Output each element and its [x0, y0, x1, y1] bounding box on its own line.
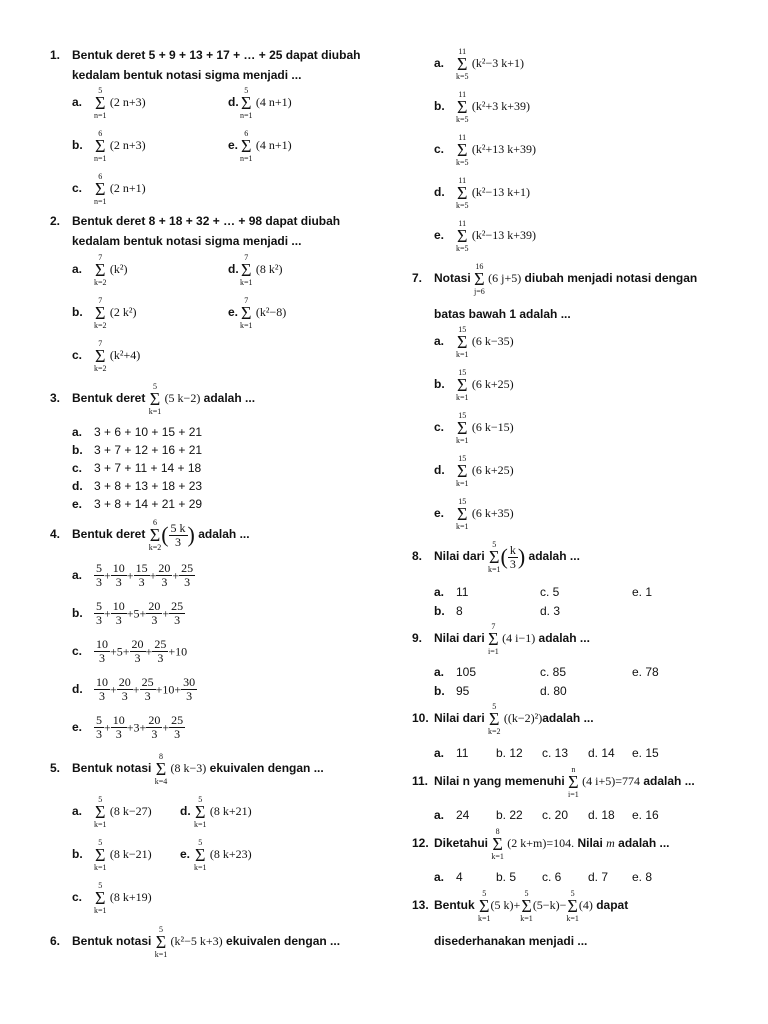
- option-a[interactable]: a. 4: [434, 870, 463, 884]
- sigma-icon: 5 Σ n=1: [240, 86, 253, 120]
- option-b[interactable]: b. 11 Σ k=5 (k²+3 k+39): [434, 90, 530, 124]
- option-label: e.: [72, 719, 83, 734]
- sigma-icon: 5 Σ k=1: [148, 382, 162, 416]
- operator: +: [162, 720, 170, 735]
- option-c[interactable]: c. 85: [540, 665, 567, 679]
- fraction: $\frac{25}{3}$: [181, 561, 194, 589]
- option-a[interactable]: a. 7 Σ k=2 (k²): [72, 253, 128, 287]
- option-a[interactable]: a. 15 Σ k=1 (6 k−35): [434, 325, 514, 359]
- option-e[interactable]: e. 8: [632, 870, 653, 884]
- sigma-icon: 6 Σ k=2: [148, 518, 162, 552]
- question-number: 10.: [412, 711, 429, 726]
- sigma-icon: 11 Σ k=5: [456, 176, 469, 210]
- option-b[interactable]: b. 5: [496, 870, 517, 884]
- question-number: 13.: [412, 898, 429, 913]
- question-8: 8. Nilai dari 5 Σ k=1 ( $\frac{k}{3}$ ) adalah ...: [412, 540, 580, 574]
- question-number: 9.: [412, 631, 423, 646]
- option-d[interactable]: d. 7: [588, 870, 609, 884]
- right-column: [384, 0, 744, 1024]
- sigma-icon: 6 Σ n=1: [94, 129, 107, 163]
- option-e[interactable]: [72, 714, 185, 741]
- sigma-icon: 5 Σ k=1: [194, 795, 207, 829]
- operator: +: [149, 568, 157, 583]
- sigma-icon: 5 Σ k=1: [566, 889, 579, 923]
- option-c[interactable]: [72, 638, 187, 665]
- fraction: $\frac{5}{3}$: [96, 599, 102, 627]
- operator: +: [172, 568, 180, 583]
- operator: +: [132, 682, 140, 697]
- option-e[interactable]: e. 11 Σ k=5 (k²−13 k+39): [434, 219, 536, 253]
- question-text: Diketahui: [434, 836, 489, 851]
- sigma-icon: 5 Σ k=1: [478, 889, 491, 923]
- question-13: 13. Bentuk 5 Σ k=1 (5 k)+ 5 Σ k=1 (5−k)− 5 Σ k=1 (4) dapat: [412, 889, 629, 923]
- question-number: 12.: [412, 836, 429, 851]
- sigma-icon: 7 Σ k=2: [94, 339, 107, 373]
- question-text: kedalam bentuk notasi sigma menjadi ...: [72, 68, 302, 82]
- question-text: Bentuk notasi: [72, 761, 152, 776]
- fraction: $\frac{25}{3}$: [171, 713, 184, 741]
- option-d[interactable]: d. 14: [588, 746, 615, 760]
- question-text: Nilai dari: [434, 549, 485, 564]
- sigma-icon: 7 Σ k=1: [240, 296, 253, 330]
- sigma-icon: 11 Σ k=5: [456, 90, 469, 124]
- option-c[interactable]: c. 6 Σ n=1 (2 n+1): [72, 172, 146, 206]
- sigma-icon: 11 Σ k=5: [456, 219, 469, 253]
- option-c[interactable]: c. 20: [542, 808, 569, 822]
- option-d[interactable]: [72, 676, 197, 703]
- sigma-icon: 8 Σ k=1: [491, 827, 504, 861]
- option-b[interactable]: b. 3 + 7 + 12 + 16 + 21: [72, 443, 203, 457]
- operator: +: [126, 568, 134, 583]
- option-e[interactable]: e. 78: [632, 665, 659, 679]
- fraction: $\frac{10}{3}$: [112, 713, 125, 741]
- question-number: 6.: [50, 934, 61, 949]
- question-text: Bentuk deret: [72, 527, 146, 542]
- question-text: Bentuk deret 8 + 18 + 32 + … + 98 dapat diubah: [72, 214, 341, 228]
- sigma-icon: 11 Σ k=5: [456, 133, 469, 167]
- sigma-icon: 7 Σ k=1: [240, 253, 253, 287]
- question-number: 4.: [50, 527, 61, 542]
- sigma-icon: 11 Σ k=5: [456, 47, 469, 81]
- option-d[interactable]: d. 5 Σ n=1 (4 n+1): [228, 86, 292, 120]
- option-e[interactable]: e. 5 Σ k=1 (8 k+23): [180, 838, 252, 872]
- option-c[interactable]: c. 7 Σ k=2 (k²+4): [72, 339, 141, 373]
- sigma-icon: 5 Σ k=1: [94, 881, 107, 915]
- sigma-icon: 7 Σ k=2: [94, 296, 107, 330]
- question-3: 3. Bentuk deret 5 Σ k=1 (5 k−2) adalah ...: [50, 382, 256, 416]
- option-b[interactable]: b. 15 Σ k=1 (6 k+25): [434, 368, 514, 402]
- question-text: Nilai n yang memenuhi: [434, 774, 565, 789]
- option-b[interactable]: b. 7 Σ k=2 (2 k²): [72, 296, 137, 330]
- question-number: 5.: [50, 761, 61, 776]
- option-d[interactable]: d. 11 Σ k=5 (k²−13 k+1): [434, 176, 530, 210]
- option-d[interactable]: d. 18: [588, 808, 615, 822]
- question-number: 7.: [412, 271, 423, 286]
- fraction: $\frac{k}{3}$: [509, 542, 516, 571]
- option-e[interactable]: e. 7 Σ k=1 (k²−8): [228, 296, 287, 330]
- option-d[interactable]: d. 80: [540, 684, 567, 698]
- fraction: $\frac{30}{3}$: [183, 675, 196, 703]
- question-11: 11. Nilai n yang memenuhi n Σ i=1 (4 i+5)=774 adalah ...: [412, 765, 695, 799]
- question-4: 4. Bentuk deret 6 Σ k=2 ( $\frac{5 k}{3}$ ) adalah ...: [50, 518, 250, 552]
- option-label: c.: [72, 643, 83, 658]
- question-number: 3.: [50, 391, 61, 406]
- question-7: 7. Notasi 16 Σ j=6 (6 j+5) diubah menjadi notasi dengan: [412, 262, 698, 296]
- fraction: $\frac{25}{3}$: [141, 675, 154, 703]
- option-label: b.: [72, 605, 83, 620]
- question-number: 2.: [50, 214, 61, 228]
- sigma-icon: 6 Σ n=1: [240, 129, 253, 163]
- option-c[interactable]: c. 5: [540, 585, 560, 599]
- question-number: 11.: [412, 774, 429, 789]
- question-text: batas bawah 1 adalah ...: [434, 307, 571, 321]
- option-label: d.: [72, 681, 83, 696]
- question-10: 10. Nilai dari 5 Σ k=2 ((k−2)²)adalah ...: [412, 702, 594, 736]
- fraction: $\frac{15}{3}$: [135, 561, 148, 589]
- question-12: 12. Diketahui 8 Σ k=1 (2 k+m)=104. Nilai m adalah ...: [412, 827, 670, 861]
- sigma-icon: 5 Σ n=1: [94, 86, 107, 120]
- option-a[interactable]: a. 105: [434, 665, 477, 679]
- option-e[interactable]: e. 15 Σ k=1 (6 k+35): [434, 497, 514, 531]
- operator: +10+: [155, 682, 182, 697]
- option-b[interactable]: b. 8: [434, 604, 463, 618]
- operator: +5+: [110, 644, 130, 659]
- operator: +: [110, 682, 117, 697]
- sigma-icon: 15 Σ k=1: [456, 454, 469, 488]
- question-text: Bentuk: [434, 898, 475, 913]
- sigma-icon: 15 Σ k=1: [456, 368, 469, 402]
- option-d[interactable]: d. 5 Σ k=1 (8 k+21): [180, 795, 252, 829]
- option-c[interactable]: c. 5 Σ k=1 (8 k+19): [72, 881, 152, 915]
- sigma-icon: 5 Σ k=1: [488, 540, 501, 574]
- sigma-icon: 6 Σ n=1: [94, 172, 107, 206]
- question-5: 5. Bentuk notasi 8 Σ k=4 (8 k−3) ekuivalen dengan ...: [50, 752, 324, 786]
- question-6: 6. Bentuk notasi 5 Σ k=1 (k²−5 k+3) ekuivalen dengan ...: [50, 925, 341, 959]
- option-label: a.: [72, 567, 83, 582]
- fraction: $\frac{5}{3}$: [96, 561, 102, 589]
- fraction: $\frac{20}{3}$: [158, 561, 171, 589]
- operator: +: [162, 606, 170, 621]
- option-a[interactable]: a. 11 Σ k=5 (k²−3 k+1): [434, 47, 524, 81]
- operator: +: [104, 606, 111, 621]
- question-number: 8.: [412, 549, 423, 564]
- option-c[interactable]: c. 15 Σ k=1 (6 k−15): [434, 411, 514, 445]
- question-9: 9. Nilai dari 7 Σ i=1 (4 i−1) adalah ...: [412, 622, 590, 656]
- fraction: $\frac{5 k}{3}$: [170, 520, 186, 549]
- fraction: $\frac{10}{3}$: [112, 599, 125, 627]
- operator: +10: [168, 644, 188, 659]
- fraction: $\frac{20}{3}$: [148, 599, 161, 627]
- question-number: 1.: [50, 48, 61, 62]
- sigma-icon: 16 Σ j=6: [474, 262, 485, 296]
- sigma-icon: 5 Σ k=1: [154, 925, 168, 959]
- sigma-icon: 5 Σ k=1: [94, 838, 107, 872]
- fraction: $\frac{10}{3}$: [96, 675, 108, 703]
- operator: +5+: [126, 606, 147, 621]
- option-b[interactable]: b. 95: [434, 684, 470, 698]
- sigma-icon: 5 Σ k=1: [94, 795, 107, 829]
- option-e[interactable]: e. 16: [632, 808, 659, 822]
- fraction: $\frac{25}{3}$: [171, 599, 184, 627]
- question-text: Nilai dari: [434, 711, 485, 726]
- option-b[interactable]: [72, 600, 185, 627]
- fraction: $\frac{5}{3}$: [96, 713, 102, 741]
- option-a[interactable]: [72, 562, 195, 589]
- option-e[interactable]: e. 1: [632, 585, 653, 599]
- sigma-icon: 8 Σ k=4: [154, 752, 168, 786]
- option-d[interactable]: d. 15 Σ k=1 (6 k+25): [434, 454, 514, 488]
- fraction: $\frac{10}{3}$: [112, 561, 125, 589]
- fraction: $\frac{25}{3}$: [154, 637, 167, 665]
- option-b[interactable]: b. 22: [496, 808, 523, 822]
- fraction: $\frac{20}{3}$: [131, 637, 144, 665]
- option-b[interactable]: b. 5 Σ k=1 (8 k−21): [72, 838, 152, 872]
- operator: +3+: [126, 720, 147, 735]
- option-d[interactable]: d. 7 Σ k=1 (8 k²): [228, 253, 283, 287]
- option-c[interactable]: c. 11 Σ k=5 (k²+13 k+39): [434, 133, 536, 167]
- option-d[interactable]: d. 3 + 8 + 13 + 18 + 23: [72, 479, 203, 493]
- option-a[interactable]: a. 3 + 6 + 10 + 15 + 21: [72, 425, 203, 439]
- option-a[interactable]: a. 5 Σ n=1 (2 n+3): [72, 86, 146, 120]
- option-b[interactable]: b. 12: [496, 746, 523, 760]
- sigma-icon: 15 Σ k=1: [456, 411, 469, 445]
- option-c[interactable]: c. 3 + 7 + 11 + 14 + 18: [72, 461, 202, 475]
- operator: +: [145, 644, 153, 659]
- question-text: Notasi: [434, 271, 471, 286]
- option-c[interactable]: c. 13: [542, 746, 569, 760]
- question-text: kedalam bentuk notasi sigma menjadi ...: [72, 234, 302, 248]
- option-a[interactable]: a. 11: [434, 746, 469, 760]
- sigma-icon: 7 Σ i=1: [488, 622, 499, 656]
- fraction: $\frac{20}{3}$: [148, 713, 161, 741]
- option-a[interactable]: a. 24: [434, 808, 470, 822]
- option-e[interactable]: e. 15: [632, 746, 659, 760]
- option-b[interactable]: b. 6 Σ n=1 (2 n+3): [72, 129, 146, 163]
- sigma-icon: 7 Σ k=2: [94, 253, 107, 287]
- fraction: $\frac{20}{3}$: [118, 675, 131, 703]
- option-d[interactable]: d. 3: [540, 604, 561, 618]
- question-text: disederhanakan menjadi ...: [434, 934, 588, 948]
- sigma-icon: 15 Σ k=1: [456, 325, 469, 359]
- question-text: Bentuk deret 5 + 9 + 13 + 17 + … + 25 dapat diubah: [72, 48, 361, 62]
- sigma-icon: 5 Σ k=1: [194, 838, 207, 872]
- operator: +: [104, 568, 111, 583]
- question-text: Nilai dari: [434, 631, 485, 646]
- question-text: Bentuk deret: [72, 391, 146, 406]
- sigma-icon: 15 Σ k=1: [456, 497, 469, 531]
- sigma-icon: 5 Σ k=1: [520, 889, 533, 923]
- option-a[interactable]: a. 11: [434, 585, 469, 599]
- operator: +: [104, 720, 111, 735]
- sigma-icon: n Σ i=1: [568, 765, 579, 799]
- left-column: [0, 0, 360, 1024]
- fraction: $\frac{10}{3}$: [96, 637, 108, 665]
- option-c[interactable]: c. 6: [542, 870, 562, 884]
- question-text: Bentuk notasi: [72, 934, 152, 949]
- sigma-icon: 5 Σ k=2: [488, 702, 501, 736]
- option-e[interactable]: e. 3 + 8 + 14 + 21 + 29: [72, 497, 203, 511]
- option-e[interactable]: e. 6 Σ n=1 (4 n+1): [228, 129, 292, 163]
- option-a[interactable]: a. 5 Σ k=1 (8 k−27): [72, 795, 152, 829]
